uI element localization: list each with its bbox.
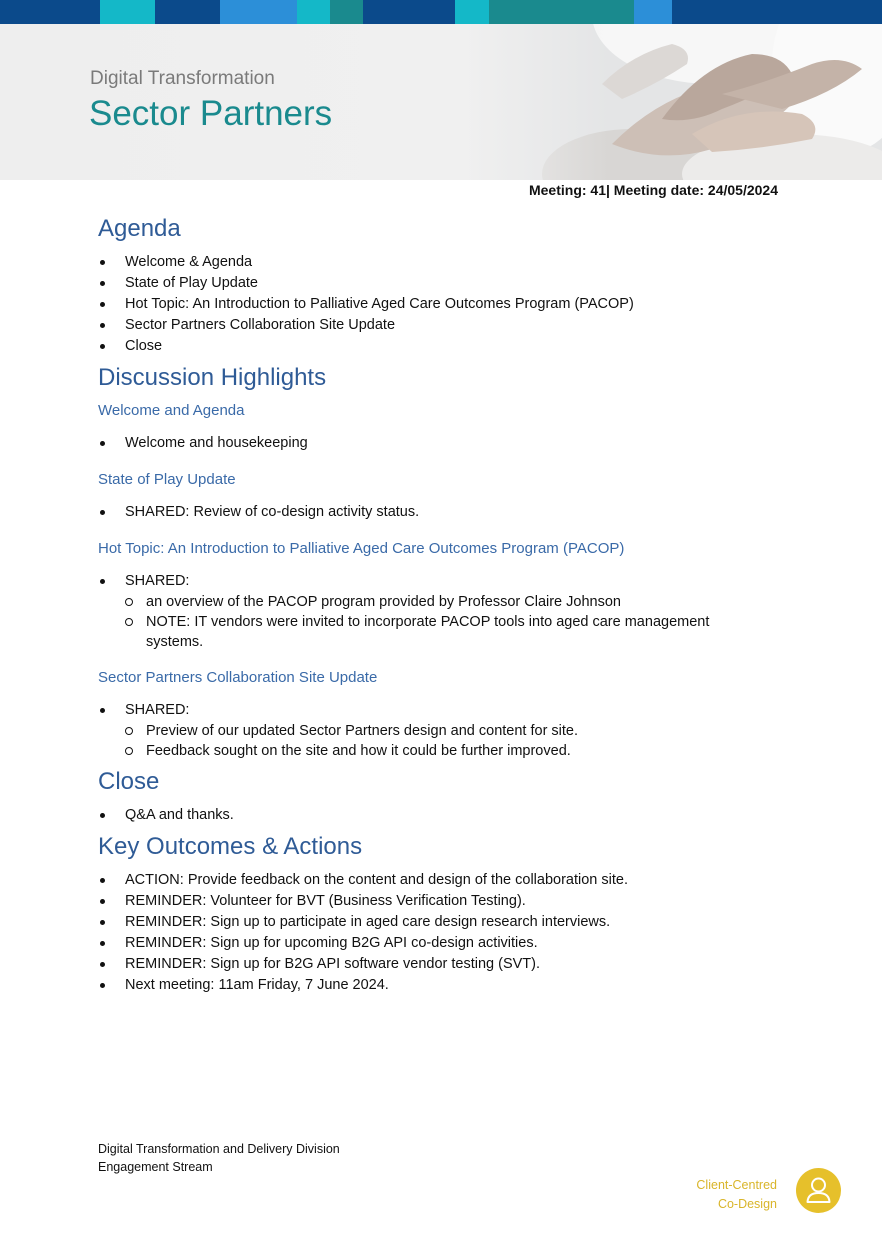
sub-list — [125, 592, 798, 652]
page-title: Sector Partners — [89, 94, 333, 133]
header-banner — [0, 24, 882, 180]
close-list — [98, 805, 798, 826]
list-item — [98, 700, 798, 761]
section-title: Sector Partners Collaboration Site Update — [98, 669, 378, 686]
outcomes-list — [98, 870, 798, 996]
meeting-info: Meeting: 41| Meeting date: 24/05/2024 — [528, 182, 778, 198]
list-item-lead: SHARED: — [125, 702, 190, 718]
brand-stripe — [0, 0, 882, 24]
list-item: Next meeting: 11am Friday, 7 June 2024. — [98, 975, 798, 996]
sub-list-item: NOTE: IT vendors were invited to incorporate PACOP tools into aged care management systems. — [125, 612, 746, 652]
section-list — [98, 571, 798, 652]
person-icon — [796, 1168, 841, 1213]
list-item: REMINDER: Sign up for upcoming B2G API co-design activities. — [98, 933, 798, 954]
section-title: Welcome and Agenda — [98, 402, 245, 419]
list-item: Welcome & Agenda — [98, 252, 798, 273]
list-item: Close — [98, 336, 798, 357]
section-title: Hot Topic: An Introduction to Palliative Aged Care Outcomes Program (PACOP) — [98, 540, 625, 557]
section-title: State of Play Update — [98, 471, 236, 488]
list-item: Hot Topic: An Introduction to Palliative Aged Care Outcomes Program (PACOP) — [98, 294, 798, 315]
list-item: Sector Partners Collaboration Site Update — [98, 315, 798, 336]
list-item: SHARED: Review of co-design activity status. — [98, 502, 798, 523]
badge-line: Co-Design — [717, 1197, 777, 1211]
codesign-label — [696, 1176, 777, 1214]
footer-line: Digital Transformation and Delivery Division — [98, 1142, 340, 1156]
list-item: State of Play Update — [98, 273, 798, 294]
list-item: Q&A and thanks. — [98, 805, 798, 826]
agenda-heading: Agenda — [98, 215, 181, 242]
list-item: ACTION: Provide feedback on the content and design of the collaboration site. — [98, 870, 798, 891]
sub-list — [125, 721, 798, 761]
sub-list-item: Feedback sought on the site and how it could be further improved. — [125, 741, 746, 761]
list-item: REMINDER: Sign up for B2G API software vendor testing (SVT). — [98, 954, 798, 975]
hands-together-image — [462, 24, 882, 180]
section-list — [98, 502, 798, 523]
section-list — [98, 433, 798, 454]
discussion-heading: Discussion Highlights — [98, 364, 327, 391]
list-item — [98, 571, 798, 652]
codesign-badge — [796, 1168, 841, 1213]
agenda-list — [98, 252, 798, 357]
header-kicker: Digital Transformation — [90, 68, 275, 89]
sub-list-item: Preview of our updated Sector Partners design and content for site. — [125, 721, 746, 741]
badge-line: Client-Centred — [696, 1178, 777, 1192]
document-body — [98, 214, 798, 1002]
section-list — [98, 700, 798, 761]
list-item: REMINDER: Sign up to participate in aged care design research interviews. — [98, 912, 798, 933]
footer-division — [98, 1140, 340, 1176]
list-item: REMINDER: Volunteer for BVT (Business Verification Testing). — [98, 891, 798, 912]
outcomes-heading: Key Outcomes & Actions — [98, 833, 363, 860]
list-item: Welcome and housekeeping — [98, 433, 798, 454]
sub-list-item: an overview of the PACOP program provided by Professor Claire Johnson — [125, 592, 746, 612]
list-item-lead: SHARED: — [125, 573, 190, 589]
footer-line: Engagement Stream — [98, 1160, 213, 1174]
close-heading: Close — [98, 768, 160, 795]
